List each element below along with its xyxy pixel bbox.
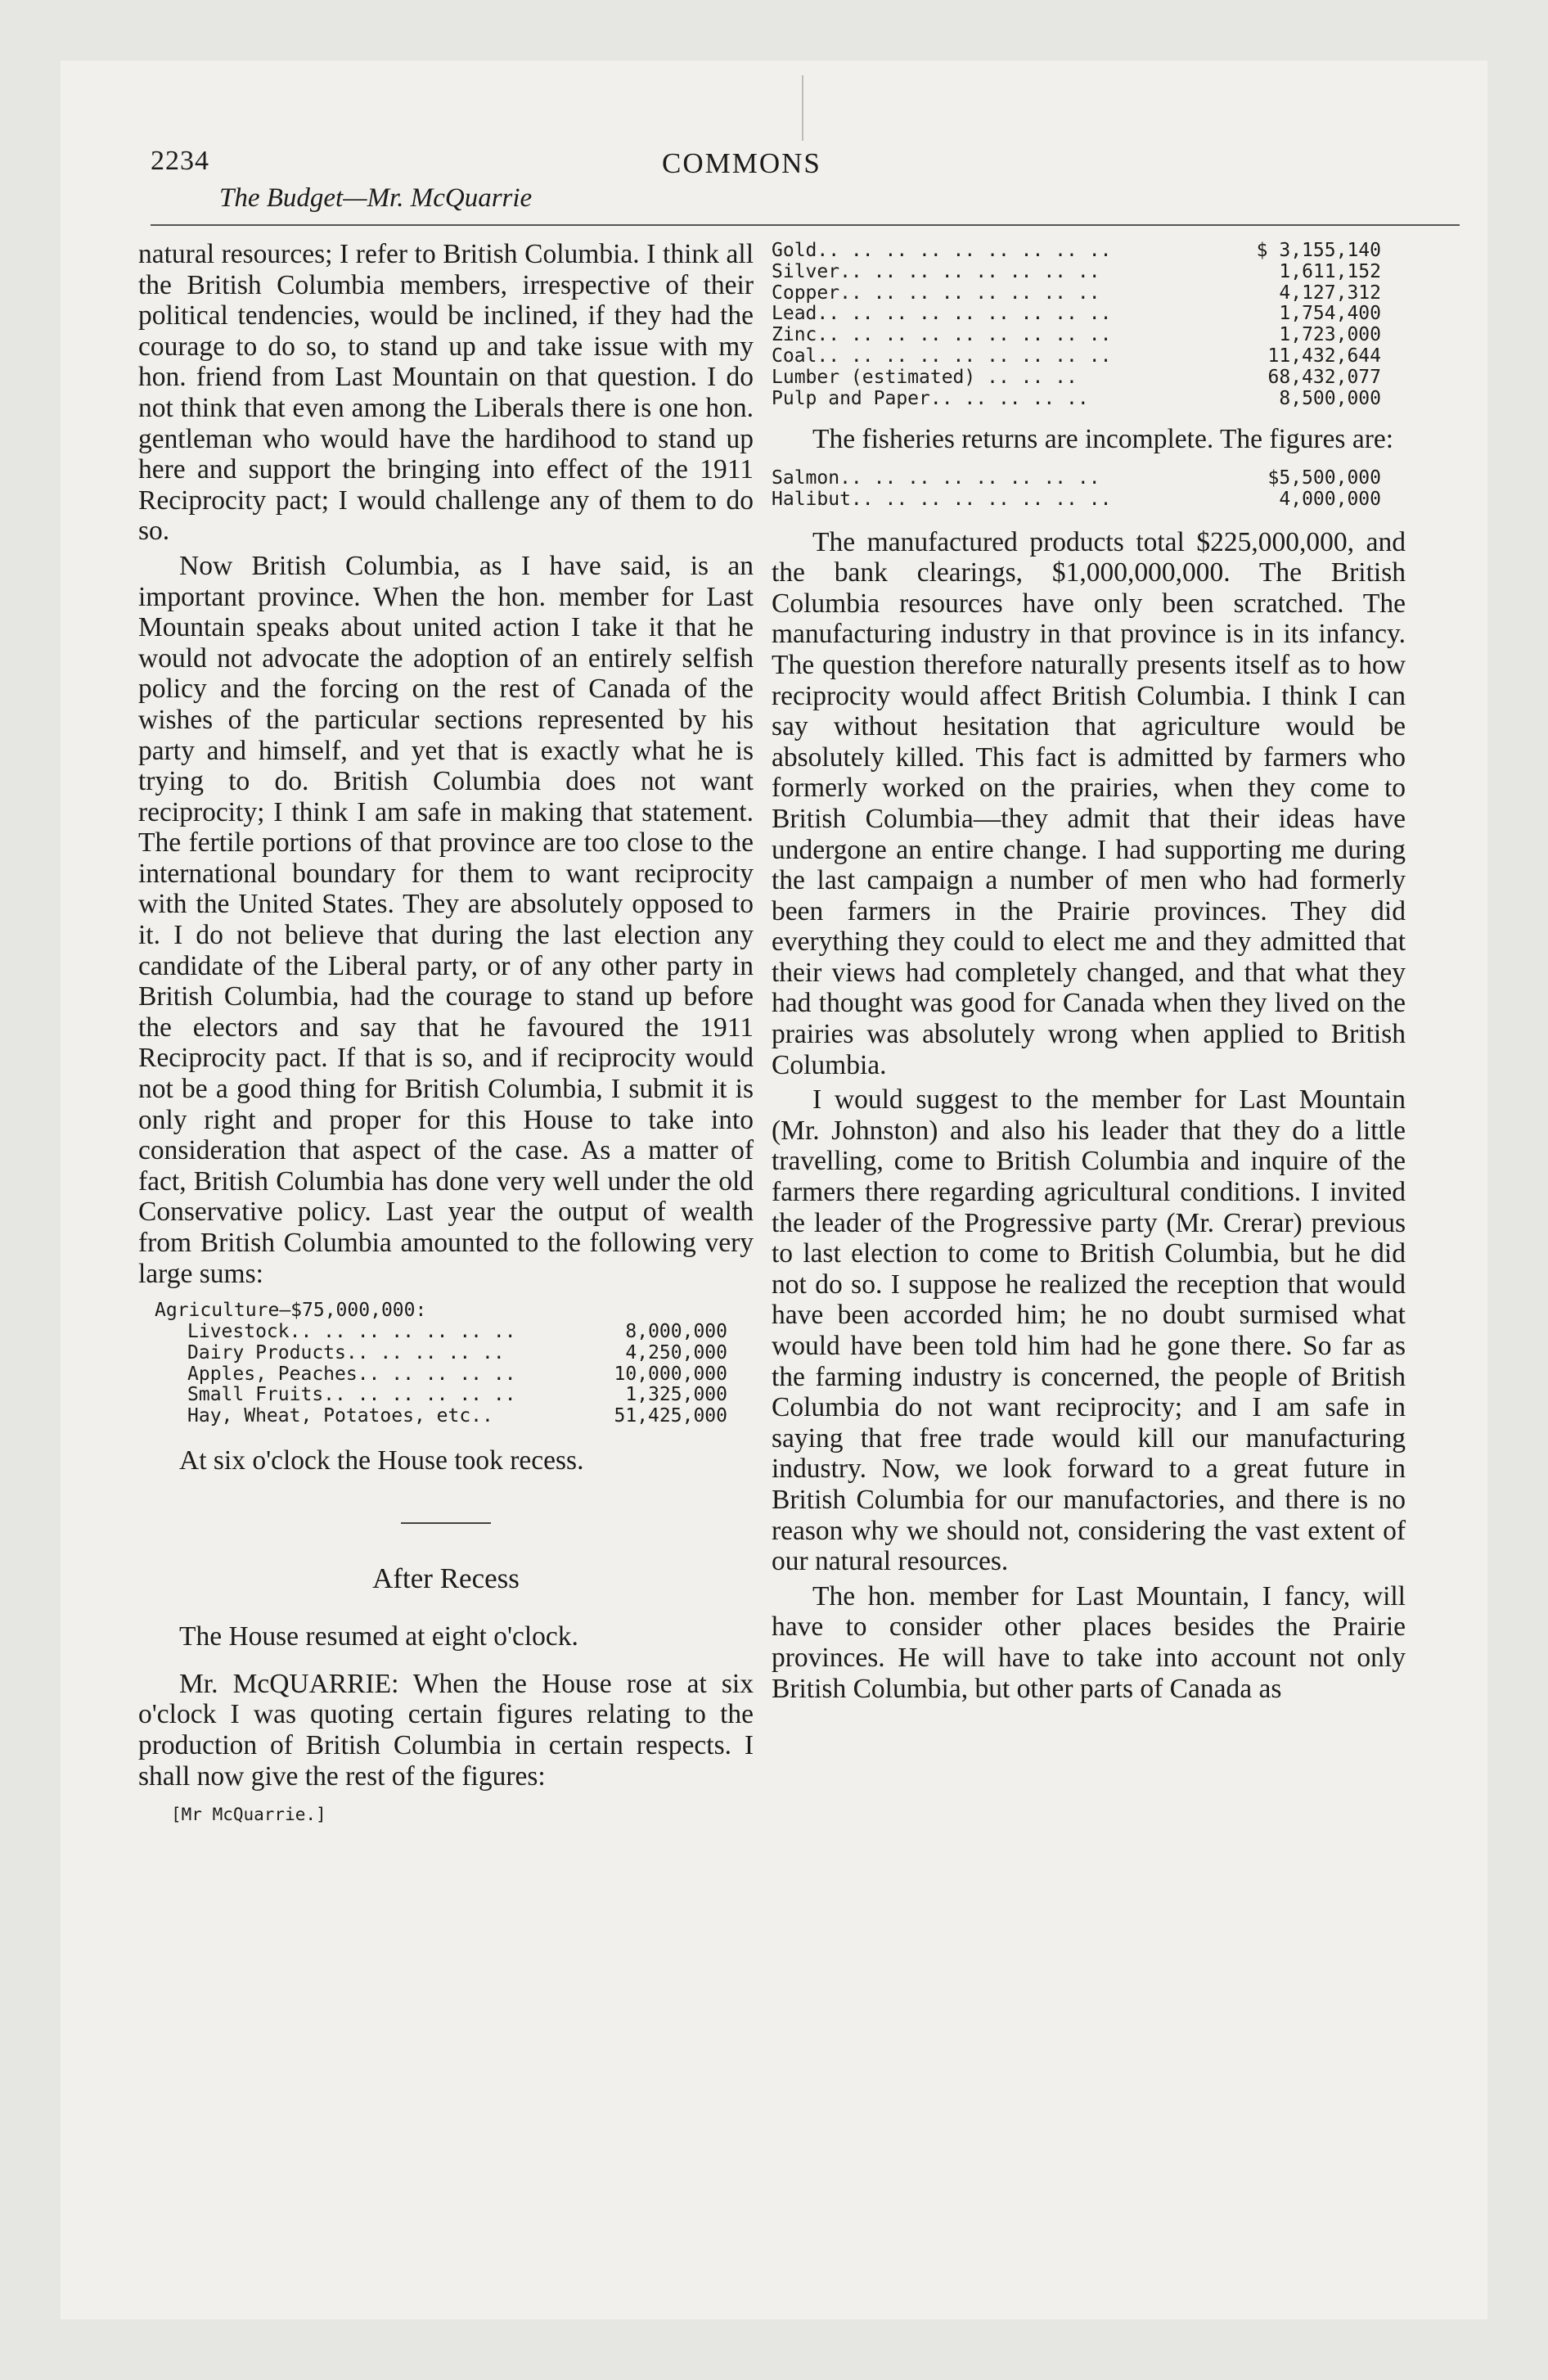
paragraph: The fisheries returns are incomplete. The figures are: xyxy=(812,424,1394,455)
table-row xyxy=(772,283,1381,304)
fold-line xyxy=(802,75,803,141)
right-column xyxy=(772,239,1406,1704)
table-row xyxy=(187,1406,727,1427)
paragraph: The manufactured products total $225,000,000, and the bank clearings, $1,000,000,000. The British Columbia resources have only been scratched. The manufacturing industry in that province is in its infancy. The question therefore naturally presents itself as to how reciprocity would affect British Columbia. I think I can say without hesitation that agriculture would be absolutely killed. This fact is admitted by farmers who formerly worked on the prairies, when they come to British Columbia—they admit that their ideas have undergone an entire change. I had supporting me during the last campaign a number of men who had formerly been farmers in the Prairie provinces. They did everything they could to elect me and they admitted that their views had completely changed, and that what they had thought was good for Canada when they lived on the prairies was absolutely wrong when applied to British Columbia. xyxy=(772,526,1406,1080)
row-label: Halibut.. .. .. .. .. .. .. .. xyxy=(772,488,1112,510)
table-row xyxy=(772,489,1381,511)
table-row xyxy=(187,1343,727,1364)
table-row xyxy=(187,1385,727,1406)
fisheries-table xyxy=(772,468,1381,511)
row-value: $ 3,155,140 xyxy=(1256,240,1381,261)
table-row xyxy=(772,241,1381,262)
page-header xyxy=(61,61,1487,224)
row-value: 8,000,000 xyxy=(625,1320,727,1342)
paragraph: I would suggest to the member for Last Mountain (Mr. Johnston) and also his leader that they do a little travelling, come to British Columbia and inquire of the farmers there regarding agricultural conditions. I invited the leader of the Progressive party (Mr. Crerar) previous to last election to come to British Columbia, but he did not do so. I suppose he realized the reception that would have been accorded him; he no doubt surmised what would have been told him had he gone there. So far as the farming industry is concerned, the people of British Columbia do not want reciprocity; and I am safe in saying that free trade would kill our manufacturing industry. Now, we look forward to a great future in British Columbia for our manufactories, and there is no reason why we should not, considering the vast extent of our natural resources. xyxy=(772,1084,1406,1577)
paragraph: The hon. member for Last Mountain, I fancy, will have to consider other places besides the Prairie provinces. He will have to take into account not only British Columbia, but other parts of Canada as xyxy=(772,1580,1406,1704)
row-label: Lumber (estimated) .. .. .. xyxy=(772,366,1078,388)
paragraph: natural resources; I refer to British Columbia. I think all the British Columbia members, irrespective of their political tendencies, would be inclined, if they had the courage to do so, to stand up and take issue with my hon. friend from Last Mountain on that question. I do not think that even among the Liberals there is one hon. gentleman who would have the hardihood to stand up here and support the bringing into effect of the 1911 Reciprocity pact; I would challenge any of them to do so. xyxy=(138,239,754,547)
row-value: 4,250,000 xyxy=(625,1341,727,1364)
paragraph: At six o'clock the House took recess. xyxy=(179,1445,584,1476)
after-recess-heading: After Recess xyxy=(372,1562,520,1594)
row-label: Lead.. .. .. .. .. .. .. .. .. xyxy=(772,303,1112,325)
section-divider xyxy=(401,1522,491,1524)
minerals-table xyxy=(772,241,1381,409)
row-label: Silver.. .. .. .. .. .. .. .. xyxy=(772,260,1100,282)
table-row xyxy=(772,346,1381,367)
row-label: Gold.. .. .. .. .. .. .. .. .. xyxy=(772,240,1112,261)
agriculture-table xyxy=(155,1300,727,1427)
row-value: 1,723,000 xyxy=(1279,324,1381,346)
paragraph: Mr. McQUARRIE: When the House rose at six o'clock I was quoting certain figures relating to the production of British Columbia in certain respects. I shall now give the rest of the figures: xyxy=(138,1668,754,1792)
row-value: 8,500,000 xyxy=(1279,387,1381,409)
document-page xyxy=(61,61,1487,2319)
row-label: Coal.. .. .. .. .. .. .. .. .. xyxy=(772,345,1112,367)
row-label: Livestock.. .. .. .. .. .. .. xyxy=(187,1320,516,1342)
table-row xyxy=(772,325,1381,346)
row-label: Pulp and Paper.. .. .. .. .. xyxy=(772,387,1089,409)
table-row xyxy=(772,468,1381,489)
row-value: $5,500,000 xyxy=(1267,467,1381,489)
row-value: 1,611,152 xyxy=(1279,260,1381,282)
row-value: 4,127,312 xyxy=(1279,282,1381,304)
table-row xyxy=(772,367,1381,389)
table-row xyxy=(772,304,1381,325)
row-label: Salmon.. .. .. .. .. .. .. .. xyxy=(772,467,1100,489)
row-label: Copper.. .. .. .. .. .. .. .. xyxy=(772,282,1100,304)
row-value: 1,754,400 xyxy=(1279,303,1381,325)
paragraph: The House resumed at eight o'clock. xyxy=(179,1621,578,1652)
table-row xyxy=(772,389,1381,410)
row-value: 4,000,000 xyxy=(1279,488,1381,510)
row-label: Hay, Wheat, Potatoes, etc.. xyxy=(187,1405,493,1427)
speaker-caption: [Mr McQuarrie.] xyxy=(171,1805,326,1825)
row-label: Dairy Products.. .. .. .. .. xyxy=(187,1341,505,1364)
row-value: 10,000,000 xyxy=(614,1363,727,1385)
table-row xyxy=(772,262,1381,283)
paragraph: Now British Columbia, as I have said, is an important province. When the hon. member for Last Mountain speaks about united action I take it that he would not advocate the adoption of an entirely selfish policy and the forcing on the rest of Canada of the wishes of the particular sections represented by his party and himself, and yet that is exactly what he is trying to do. British Columbia does not want reciprocity; I think I am safe in making that statement. The fertile portions of that province are too close to the international boundary for them to want reciprocity with the United States. They are absolutely opposed to it. I do not believe that during the last election any candidate of the Liberal party, or of any other party in British Columbia, had the courage to stand up before the electors and say that he favoured the 1911 Reciprocity pact. If that is so, and if reciprocity would not be a good thing for British Columbia, I submit it is only right and proper for this House to take into consideration that aspect of the case. As a matter of fact, British Columbia has done very well under the old Conservative policy. Last year the output of wealth from British Columbia amounted to the following very large sums: xyxy=(138,550,754,1289)
row-value: 68,432,077 xyxy=(1267,366,1381,388)
header-rule xyxy=(151,224,1460,226)
row-label: Zinc.. .. .. .. .. .. .. .. .. xyxy=(772,324,1112,346)
row-value: 51,425,000 xyxy=(614,1405,727,1427)
row-value: 11,432,644 xyxy=(1267,345,1381,367)
left-column xyxy=(138,239,754,1831)
table-row xyxy=(187,1364,727,1386)
section-title: COMMONS xyxy=(662,147,821,179)
table-row xyxy=(187,1322,727,1343)
row-value: 1,325,000 xyxy=(625,1384,727,1406)
page-number: 2234 xyxy=(151,146,209,176)
row-label: Apples, Peaches.. .. .. .. .. xyxy=(187,1363,516,1385)
table-heading: Agriculture—$75,000,000: xyxy=(155,1300,427,1322)
running-title: The Budget—Mr. McQuarrie xyxy=(219,183,533,213)
row-label: Small Fruits.. .. .. .. .. .. xyxy=(187,1384,516,1406)
